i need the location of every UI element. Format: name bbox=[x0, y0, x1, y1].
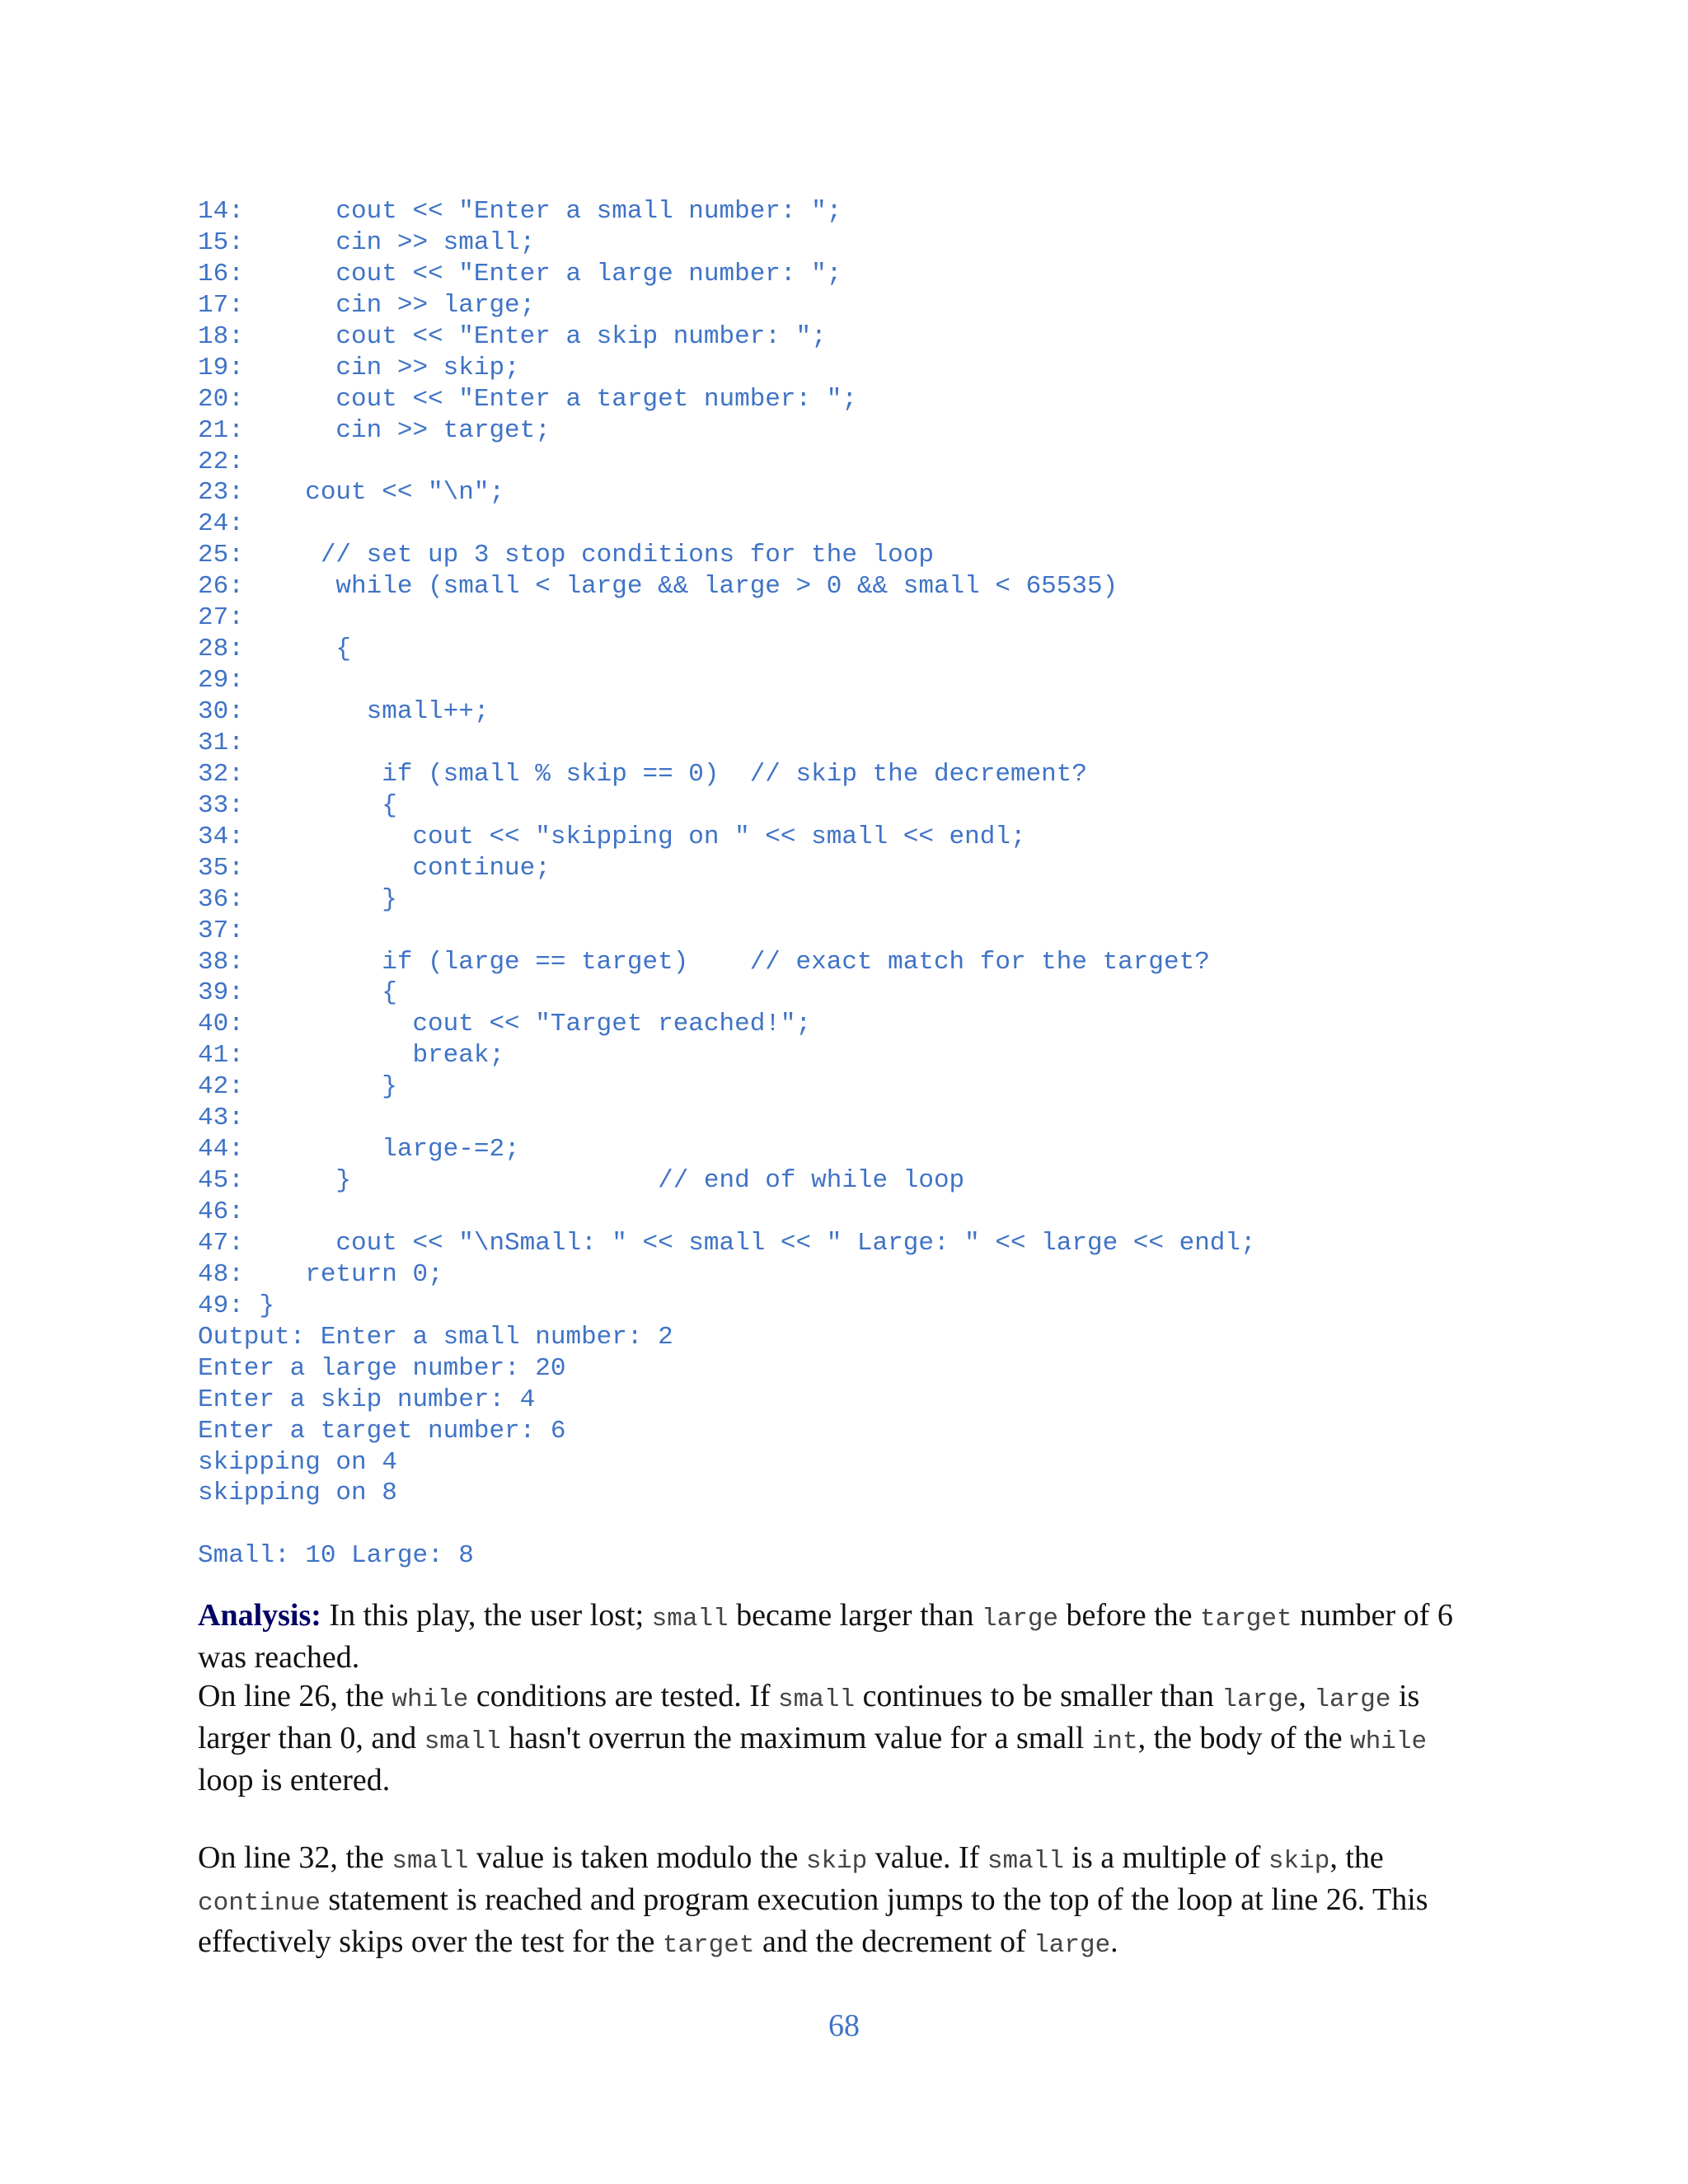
inline-code: small bbox=[392, 1847, 469, 1877]
output-line: Small: 10 Large: 8 bbox=[198, 1541, 474, 1571]
inline-code: large bbox=[982, 1605, 1059, 1634]
analysis-paragraph-3: On line 32, the small value is taken modulo the skip value. If small is a multiple of skip, the continue statement is reached and program execution jumps to the top of the loop at line 26. This effectively skips over the test for the target and the decrement of large. bbox=[198, 1840, 1428, 1961]
code-line: 39: { bbox=[198, 978, 397, 1008]
code-line: 33: { bbox=[198, 790, 397, 820]
code-line: 31: bbox=[198, 728, 244, 757]
code-line: 18: cout << "Enter a skip number: "; bbox=[198, 321, 827, 351]
inline-code: target bbox=[1200, 1605, 1292, 1634]
paragraph-gap bbox=[198, 1800, 1484, 1839]
document-page bbox=[198, 196, 1484, 1965]
code-line: 44: large-=2; bbox=[198, 1135, 520, 1165]
code-line: 32: if (small % skip == 0) // skip the decrement? bbox=[198, 759, 1087, 789]
code-line: 40: cout << "Target reached!"; bbox=[198, 1010, 812, 1039]
inline-code: small bbox=[424, 1727, 501, 1757]
inline-code: large bbox=[1314, 1685, 1391, 1715]
code-line: 37: bbox=[198, 916, 244, 945]
code-line: 21: cin >> target; bbox=[198, 415, 551, 445]
inline-code: small bbox=[778, 1685, 856, 1715]
inline-code: large bbox=[1034, 1931, 1111, 1961]
code-line: 26: while (small < large && large > 0 && small < 65535) bbox=[198, 572, 1118, 602]
output-line: Enter a large number: 20 bbox=[198, 1353, 566, 1383]
code-line: 22: bbox=[198, 447, 244, 476]
inline-code: target bbox=[662, 1931, 755, 1961]
code-line: 20: cout << "Enter a target number: "; bbox=[198, 384, 857, 414]
code-line: 35: continue; bbox=[198, 853, 551, 883]
code-line: 36: } bbox=[198, 884, 397, 914]
code-line: 30: small++; bbox=[198, 697, 490, 726]
inline-code: skip bbox=[805, 1847, 868, 1877]
code-line: 28: { bbox=[198, 635, 352, 664]
code-line: 46: bbox=[198, 1197, 244, 1226]
analysis-paragraph-2: On line 26, the while conditions are tested. If small continues to be smaller than large, large is larger than 0, and small hasn't overrun the maximum value for a small int, the body of the while loop is entered. bbox=[198, 1679, 1428, 1798]
inline-code: small bbox=[651, 1605, 729, 1634]
code-line: 49: } bbox=[198, 1291, 275, 1320]
inline-code: small bbox=[987, 1847, 1064, 1877]
code-line: 45: } // end of while loop bbox=[198, 1166, 965, 1196]
code-line: 41: break; bbox=[198, 1041, 505, 1071]
code-line: 17: cin >> large; bbox=[198, 290, 536, 320]
code-line: 38: if (large == target) // exact match for the target? bbox=[198, 947, 1210, 977]
code-line: 15: cin >> small; bbox=[198, 227, 536, 257]
output-line: skipping on 8 bbox=[198, 1479, 397, 1508]
inline-code: large bbox=[1221, 1685, 1299, 1715]
output-line: skipping on 4 bbox=[198, 1447, 397, 1477]
output-line bbox=[198, 1509, 1484, 1540]
code-line: 24: bbox=[198, 509, 244, 539]
code-line: 43: bbox=[198, 1104, 244, 1133]
code-line: 19: cin >> skip; bbox=[198, 353, 520, 382]
program-output bbox=[198, 1322, 1484, 1572]
code-line: 42: } bbox=[198, 1072, 397, 1102]
inline-code: skip bbox=[1268, 1847, 1330, 1877]
code-line: 25: // set up 3 stop conditions for the loop bbox=[198, 541, 934, 570]
code-line: 47: cout << "\nSmall: " << small << " Large: " << large << endl; bbox=[198, 1228, 1256, 1258]
code-line: 27: bbox=[198, 603, 244, 633]
inline-code: while bbox=[392, 1685, 469, 1715]
code-listing bbox=[198, 196, 1484, 1322]
code-line: 29: bbox=[198, 666, 244, 696]
analysis-section bbox=[198, 1596, 1484, 1965]
code-line: 23: cout << "\n"; bbox=[198, 478, 505, 508]
page-number: 68 bbox=[828, 2008, 860, 2043]
output-line: Enter a target number: 6 bbox=[198, 1416, 566, 1446]
inline-code: continue bbox=[198, 1889, 321, 1919]
output-line: Enter a skip number: 4 bbox=[198, 1385, 536, 1414]
code-line: 34: cout << "skipping on " << small << endl; bbox=[198, 822, 1026, 851]
code-line: 14: cout << "Enter a small number: "; bbox=[198, 197, 842, 226]
code-line: 48: return 0; bbox=[198, 1259, 443, 1289]
code-line: 16: cout << "Enter a large number: "; bbox=[198, 259, 842, 288]
analysis-heading: Analysis: bbox=[198, 1598, 321, 1633]
inline-code: int bbox=[1091, 1727, 1138, 1757]
output-line: Output: Enter a small number: 2 bbox=[198, 1322, 673, 1352]
inline-code: while bbox=[1350, 1727, 1428, 1757]
analysis-paragraph-1: Analysis: In this play, the user lost; small became larger than large before the target number of 6 was reached. bbox=[198, 1598, 1453, 1675]
